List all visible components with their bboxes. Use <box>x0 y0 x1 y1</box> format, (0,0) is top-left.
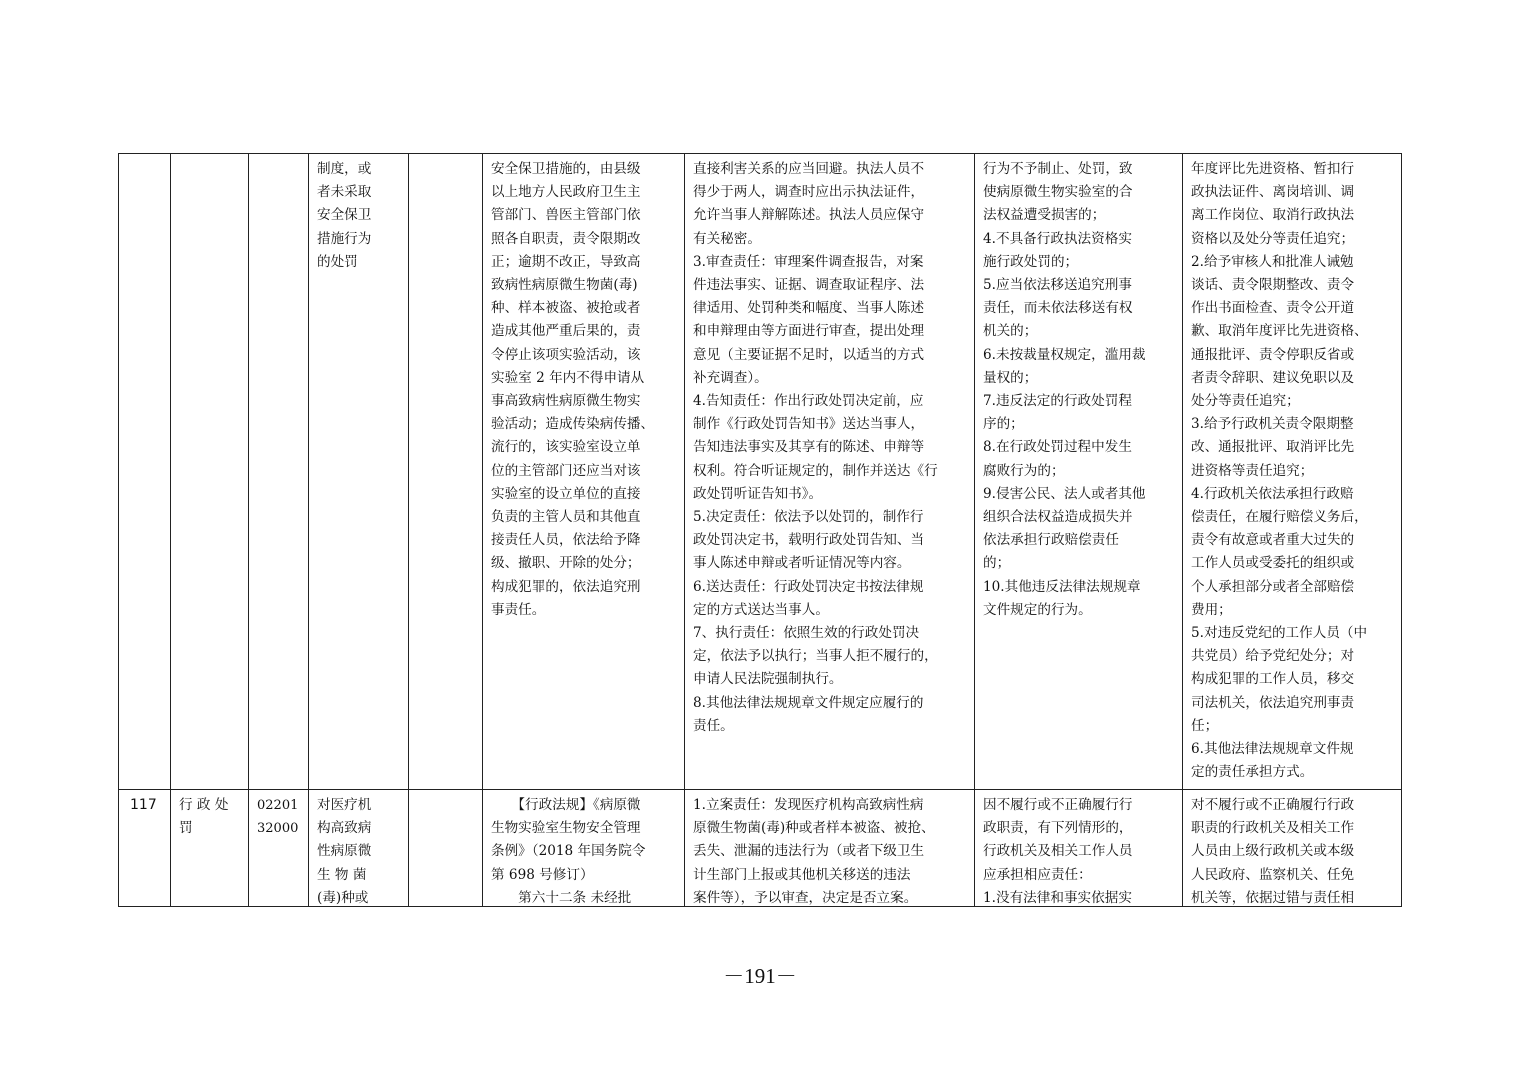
text-line: 安全保卫措施的，由县级 <box>491 161 641 177</box>
text-line: 罚 <box>179 820 193 837</box>
text-line: 32000 <box>257 821 299 837</box>
text-line: 5.应当依法移送追究刑事 <box>983 277 1132 294</box>
text-line: 处分等责任追究； <box>1191 393 1300 410</box>
sub-item-cell <box>409 154 483 789</box>
accountability-method-cell <box>1183 154 1402 789</box>
code-cell <box>249 790 309 906</box>
text-line: 离工作岗位、取消行政执法 <box>1191 207 1355 224</box>
text-line: 制作《行政处罚告知书》送达当事人， <box>693 416 925 433</box>
text-line: 第六十二条 未经批 <box>491 889 632 906</box>
text-line: 告知违法事实及其享有的陈述、申辩等 <box>693 439 925 456</box>
text-line: 计生部门上报或其他机关移送的违法 <box>693 866 911 883</box>
text-line: 人民政府、监察机关、任免 <box>1191 866 1355 883</box>
table-row-117 <box>119 790 1402 907</box>
seq-cell <box>119 790 171 906</box>
text-line: 令停止该项实验活动，该 <box>491 346 641 363</box>
duty-cell <box>685 790 975 906</box>
text-line: 1.立案责任：发现医疗机构高致病性病 <box>693 797 924 813</box>
text-line: 【行政法规】《病原微 <box>491 797 641 813</box>
text-line: 直接利害关系的应当回避。执法人员不 <box>693 161 925 177</box>
text-line: 者未采取 <box>317 184 372 201</box>
text-line: 资格以及处分等责任追究； <box>1191 230 1355 247</box>
text-line: 制度，或 <box>317 161 372 177</box>
text-line: 5.对违反党纪的工作人员（中 <box>1191 625 1368 642</box>
text-line: 造成其他严重后果的，责 <box>491 323 641 340</box>
category-cell <box>171 790 249 906</box>
text-line: 改、通报批评、取消评比先 <box>1191 439 1355 456</box>
text-line: 年度评比先进资格、暂扣行 <box>1191 161 1355 177</box>
text-line: 司法机关，依法追究刑事责 <box>1191 694 1355 711</box>
text-line: 实验室的设立单位的直接 <box>491 485 641 502</box>
text-line: 案件等），予以审查，决定是否立案。 <box>693 889 918 906</box>
accountability-cell <box>975 790 1183 906</box>
text-line: 实验室 2 年内不得申请从 <box>491 369 645 386</box>
text-line: 原微生物菌(毒)种或者样本被盗、被抢、 <box>693 820 935 837</box>
text-line: 机关的； <box>983 323 1038 340</box>
text-line: 10.其他违反法律法规规章 <box>983 578 1141 595</box>
text-line: 允许当事人辩解陈述。执法人员应保守 <box>693 207 925 224</box>
text-line: 7、执行责任：依照生效的行政处罚决 <box>693 625 920 642</box>
seq-cell <box>119 154 171 789</box>
text-line: 6.未按裁量权规定，滥用裁 <box>983 346 1146 363</box>
text-line: 共党员）给予党纪处分；对 <box>1191 648 1355 665</box>
text-line: 构成犯罪的，依法追究刑 <box>491 578 641 595</box>
text-line: 序的； <box>983 416 1024 433</box>
category-cell <box>171 154 249 789</box>
text-line: 性病原微 <box>317 843 372 860</box>
text-line: 级、撤职、开除的处分； <box>491 555 641 572</box>
text-line: 行为不予制止、处罚，致 <box>983 161 1133 177</box>
text-line: 8.其他法律法规规章文件规定应履行的 <box>693 694 924 711</box>
text-line: 定的方式送达当事人。 <box>693 601 829 618</box>
text-line: 量权的； <box>983 369 1038 386</box>
text-line: 行 政 处 <box>179 797 229 813</box>
text-line: 政职责，有下列情形的， <box>983 820 1133 837</box>
text-line: 政处罚听证告知书》。 <box>693 485 823 502</box>
text-line: (毒)种或 <box>317 889 369 906</box>
text-line: 进资格等责任追究； <box>1191 462 1314 479</box>
sub-item-cell <box>409 790 483 906</box>
text-line: 事责任。 <box>491 601 546 618</box>
text-line: 法权益遭受损害的； <box>983 207 1106 224</box>
text-line: 责令有故意或者重大过失的 <box>1191 532 1355 549</box>
text-line: 3.审查责任：审理案件调查报告，对案 <box>693 253 924 270</box>
text-line: 有关秘密。 <box>693 230 761 247</box>
text-line: 致病性病原微生物菌(毒) <box>491 277 638 294</box>
text-line: 腐败行为的； <box>983 462 1065 479</box>
accountability-cell <box>975 154 1183 789</box>
text-line: 流行的，该实验室设立单 <box>491 439 641 456</box>
text-line: 人员由上级行政机关或本级 <box>1191 843 1355 860</box>
text-line: 谈话、责令限期整改、责令 <box>1191 277 1355 294</box>
legal-basis-cell <box>483 790 685 906</box>
duty-cell <box>685 154 975 789</box>
text-line: 者责令辞职、建议免职以及 <box>1191 369 1355 386</box>
text-line: 政执法证件、离岗培训、调 <box>1191 184 1355 201</box>
seq-number: 117 <box>130 797 157 813</box>
text-line: 歉、取消年度评比先进资格、 <box>1191 323 1368 340</box>
text-line: 3.给予行政机关责令限期整 <box>1191 416 1354 433</box>
text-line: 律适用、处罚种类和幅度、当事人陈述 <box>693 300 925 317</box>
text-line: 施行政处罚的； <box>983 253 1079 270</box>
text-line: 行政机关及相关工作人员 <box>983 843 1133 860</box>
text-line: 位的主管部门还应当对该 <box>491 462 641 479</box>
text-line: 9.侵害公民、法人或者其他 <box>983 485 1146 502</box>
text-line: 的； <box>983 555 1011 572</box>
text-line: 生 物 菌 <box>317 866 367 883</box>
power-list-table <box>118 153 1402 907</box>
text-line: 机关等，依据过错与责任相 <box>1191 889 1355 906</box>
text-line: 政处罚决定书，载明行政处罚告知、当 <box>693 532 925 549</box>
text-line: 工作人员或受委托的组织或 <box>1191 555 1355 572</box>
accountability-method-cell <box>1183 790 1402 906</box>
text-line: 构高致病 <box>317 820 372 837</box>
text-line: 种、样本被盗、被抢或者 <box>491 300 641 317</box>
text-line: 4.告知责任：作出行政处罚决定前，应 <box>693 393 924 410</box>
text-line: 责任。 <box>693 717 734 734</box>
text-line: 依法承担行政赔偿责任 <box>983 532 1119 549</box>
text-line: 构成犯罪的工作人员，移交 <box>1191 671 1355 688</box>
text-line: 组织合法权益造成损失并 <box>983 509 1133 526</box>
text-line: 通报批评、责令停职反省或 <box>1191 346 1355 363</box>
text-line: 费用； <box>1191 601 1232 618</box>
text-line: 6.送达责任：行政处罚决定书按法律规 <box>693 578 924 595</box>
text-line: 2.给予审核人和批准人诫勉 <box>1191 253 1354 270</box>
text-line: 管部门、兽医主管部门依 <box>491 207 641 224</box>
text-line: 作出书面检查、责令公开道 <box>1191 300 1355 317</box>
text-line: 7.违反法定的行政处罚程 <box>983 393 1132 410</box>
text-line: 的处罚 <box>317 253 358 270</box>
text-line: 事高致病性病原微生物实 <box>491 393 641 410</box>
text-line: 申请人民法院强制执行。 <box>693 671 843 688</box>
text-line: 定，依法予以执行；当事人拒不履行的， <box>693 648 938 665</box>
text-line: 文件规定的行为。 <box>983 601 1092 618</box>
text-line: 以上地方人民政府卫生主 <box>491 184 641 201</box>
text-line: 6.其他法律法规规章文件规 <box>1191 741 1354 758</box>
text-line: 应承担相应责任： <box>983 866 1092 883</box>
text-line: 因不履行或不正确履行行 <box>983 797 1133 813</box>
page-number: －191－ <box>723 964 797 988</box>
text-line: 照各自职责，责令限期改 <box>491 230 641 247</box>
text-line: 和申辩理由等方面进行审查，提出处理 <box>693 323 925 340</box>
text-line: 对医疗机 <box>317 797 372 813</box>
text-line: 02201 <box>257 798 299 813</box>
text-line: 5.决定责任：依法予以处罚的，制作行 <box>693 509 924 526</box>
text-line: 意见（主要证据不足时，以适当的方式 <box>693 346 925 363</box>
code-cell <box>249 154 309 789</box>
text-line: 丢失、泄漏的违法行为（或者下级卫生 <box>693 843 925 860</box>
text-line: 验活动；造成传染病传播、 <box>491 416 655 433</box>
text-line: 偿责任，在履行赔偿义务后， <box>1191 509 1368 526</box>
text-line: 得少于两人，调查时应出示执法证件， <box>693 184 925 201</box>
text-line: 补充调查）。 <box>693 369 768 386</box>
text-line: 4.行政机关依法承担行政赔 <box>1191 485 1354 502</box>
text-line: 定的责任承担方式。 <box>1191 764 1314 781</box>
text-line: 任； <box>1191 717 1219 734</box>
text-line: 正；逾期不改正，导致高 <box>491 253 641 270</box>
text-line: 件违法事实、证据、调查取证程序、法 <box>693 277 925 294</box>
text-line: 条例》（2018 年国务院令 <box>491 843 646 860</box>
text-line: 负责的主管人员和其他直 <box>491 509 641 526</box>
text-line: 对不履行或不正确履行行政 <box>1191 797 1355 813</box>
text-line: 1.没有法律和事实依据实 <box>983 889 1132 906</box>
text-line: 措施行为 <box>317 230 372 247</box>
text-line: 责任，而未依法移送有权 <box>983 300 1133 317</box>
text-line: 生物实验室生物安全管理 <box>491 820 641 837</box>
legal-basis-cell <box>483 154 685 789</box>
text-line: 安全保卫 <box>317 207 372 224</box>
table-row-continued <box>119 154 1402 790</box>
text-line: 个人承担部分或者全部赔偿 <box>1191 578 1355 595</box>
text-line: 4.不具备行政执法资格实 <box>983 230 1132 247</box>
text-line: 使病原微生物实验室的合 <box>983 184 1133 201</box>
text-line: 权利。符合听证规定的，制作并送达《行 <box>693 462 938 479</box>
text-line: 第 698 号修订） <box>491 866 594 883</box>
text-line: 事人陈述申辩或者听证情况等内容。 <box>693 555 911 572</box>
text-line: 职责的行政机关及相关工作 <box>1191 820 1355 837</box>
text-line: 接责任人员，依法给予降 <box>491 532 641 549</box>
text-line: 8.在行政处罚过程中发生 <box>983 439 1132 456</box>
item-name-cell <box>309 154 409 789</box>
item-name-cell <box>309 790 409 906</box>
